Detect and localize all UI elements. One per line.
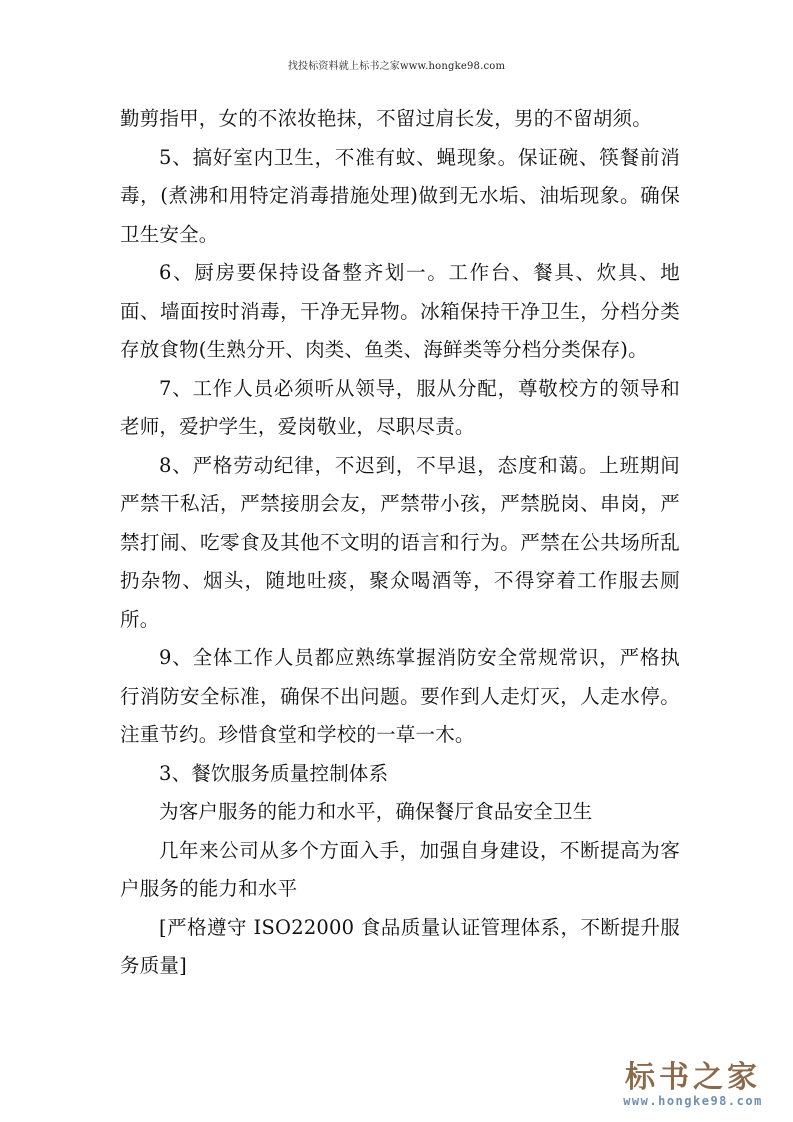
paragraph-item-6: 6、厨房要保持设备整齐划一。工作台、餐具、炊具、地面、墙面按时消毒，干净无异物。冰箱保持干净卫生，分档分类存放食物(生熟分开、肉类、鱼类、海鲜类等分档分类保存)。 xyxy=(120,261,680,361)
paragraph-item-5: 5、搞好室内卫生，不准有蚊、蝇现象。保证碗、筷餐前消毒，(煮沸和用特定消毒措施处理)做到无水垢、油垢现象。确保卫生安全。 xyxy=(120,145,680,246)
paragraph-company: 几年来公司从多个方面入手，加强自身建设，不断提高为客户服务的能力和水平 xyxy=(120,838,680,900)
paragraph-service: 为客户服务的能力和水平，确保餐厅食品安全卫生 xyxy=(159,800,593,823)
logo-url: www.hongke98.com xyxy=(623,1094,763,1108)
paragraph-item-8: 8、严格劳动纪律，不迟到，不早退，态度和蔼。上班期间严禁干私活，严禁接朋会友，严禁带小孩，严禁脱岗、串岗，严禁打闹、吃零食及其他不文明的语言和行为。严禁在公共场所乱扔杂物、烟头，随地吐痰，聚众喝酒等，不得穿着工作服去厕所。 xyxy=(120,453,680,631)
brand-logo xyxy=(613,1062,773,1108)
paragraph-iso: [严格遵守 ISO22000 食品质量认证管理体系，不断提升服务质量] xyxy=(120,915,680,977)
paragraph-continuation: 勤剪指甲，女的不浓妆艳抹，不留过肩长发，男的不留胡须。 xyxy=(120,107,652,130)
section-heading: 3、餐饮服务质量控制体系 xyxy=(159,761,389,785)
logo-title: 标书之家 xyxy=(625,1060,761,1095)
paragraph-item-7: 7、工作人员必须听从领导，服从分配，尊敬校方的领导和老师，爱护学生，爱岗敬业，尽职尽责。 xyxy=(120,376,680,438)
paragraph-item-9: 9、全体工作人员都应熟练掌握消防安全常规常识，严格执行消防安全标准，确保不出问题。要作到人走灯灭，人走水停。注重节约。珍惜食堂和学校的一草一木。 xyxy=(120,646,680,746)
page-header: 找投标资料就上标书之家www.hongke98.com xyxy=(287,61,506,72)
document-body xyxy=(120,100,680,986)
